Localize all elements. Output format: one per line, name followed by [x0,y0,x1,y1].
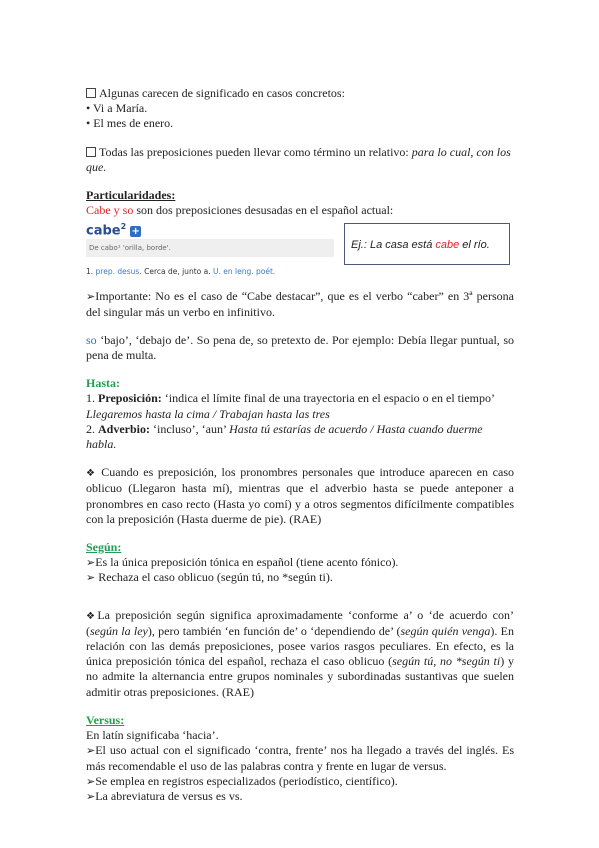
document-page [86,86,514,804]
importante-note: ➢Importante: No es el caso de “Cabe destacar”, que es el verbo “caber” en 3ª persona del singular más un verbo en infinitivo. [86,289,514,319]
checkbox-icon [86,147,96,157]
segun-line-2: ➢ Rechaza el caso oblicuo (según tú, no *según ti). [86,570,333,585]
example-box: Ej.: La casa está cabe el río. [344,223,510,265]
section-heading-versus: Versus: [86,712,125,727]
versus-line-3: ➢La abreviatura de versus es vs. [86,788,243,803]
versus-line-0: En latín significaba ‘hacia’. [86,728,219,743]
checkbox-line-2: Todas las preposiciones pueden llevar como término un relativo: para lo cual, con los que. [86,144,511,174]
versus-line-1: ➢El uso actual con el significado ‘contra, frente’ nos ha llegado a través del inglés. Es más recomendable el uso de las palabras contra y frente en lugar de versus. [86,743,514,773]
arrow-icon: ➢ [86,744,96,758]
hasta-adverbio: 2. Adverbio: ‘incluso’, ‘aun’ Hasta tú estarías de acuerdo / Hasta cuando duerme habla. [86,421,483,452]
dictionary-headword: cabe$^2$ + [86,222,140,239]
bullet-line: • El mes de enero. [86,116,174,131]
cabe-so-line: Cabe y so son dos preposiciones desusadas en el español actual: [86,203,394,218]
arrow-icon: ➢ [86,290,96,304]
arrow-icon: ➢ [86,774,96,788]
versus-line-2: ➢Se emplea en registros especializados (periodístico, científico). [86,773,398,788]
etymology-bar: De cabo¹ 'orilla, borde'. [86,239,334,257]
section-heading-particularidades: Particularidades: [86,188,176,203]
arrow-icon: ➢ [86,571,96,585]
diamond-icon: ❖ [86,468,97,480]
arrow-icon: ➢ [86,556,96,570]
hasta-note: ❖ Cuando es preposición, los pronombres personales que introduce aparecen en caso oblicuo (Llegaron hasta mí), mientras que el adverbio hasta se puede anteponer a pronombres en caso recto (Hasta yo comí) y a otros segmentos difícilmente compatibles con la preposición (Hasta duerme de pie). (RAE) [86,465,514,526]
bullet-line: • Vi a María. [86,101,148,116]
arrow-icon: ➢ [86,789,96,803]
hasta-example-1: Llegaremos hasta la cima / Trabajan hasta las tres [86,406,330,421]
dictionary-definition: 1. prep. desus. Cerca de, junto a. U. en leng. poét. [86,267,276,277]
section-heading-hasta: Hasta: [86,376,120,391]
dictionary-entry [86,219,514,289]
so-definition: so ‘bajo’, ‘debajo de’. So pena de, so pretexto de. Por ejemplo: Debía llegar puntual, so pena de multa. [86,332,514,363]
segun-note: ❖La preposición según significa aproximadamente ‘conforme a’ o ‘de acuerdo con’ (según la ley), pero también ‘en función de’ o ‘dependiendo de’ (según quién venga). En relación con las demás preposiciones, posee varios rasgos peculiares. En efecto, es la única preposición tónica del español, rechaza el caso oblicuo (según tú, no *según ti) y no admite la alternancia entre grupos nominales y subordinadas sustantivas que suelen admitir otras preposiciones. (RAE) [86,607,514,699]
diamond-icon: ❖ [86,610,98,622]
segun-line-1: ➢Es la única preposición tónica en español (tiene acento fónico). [86,555,399,570]
checkbox-line-1: Algunas carecen de significado en casos concretos: [86,86,514,101]
section-heading-segun: Según: [86,540,122,555]
checkbox-icon [86,88,96,98]
hasta-preposicion: 1. Preposición: ‘indica el límite final de una trayectoria en el espacio o en el tiempo’ [86,391,495,406]
plus-icon[interactable]: + [131,225,140,237]
